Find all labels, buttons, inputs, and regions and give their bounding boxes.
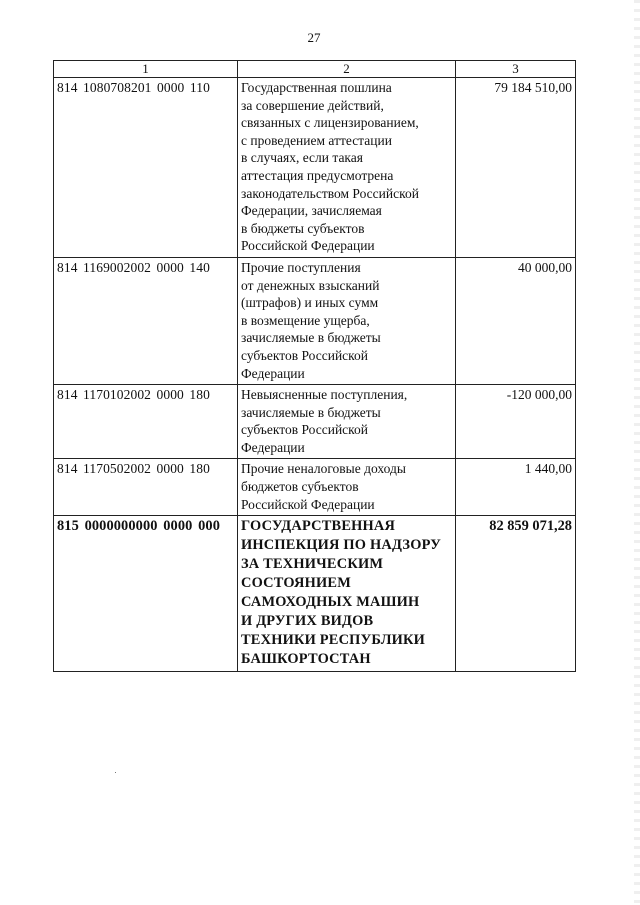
revenue-name-cell: Государственная пошлина за совершение действий, связанных с лицензированием, с проведением аттестации в случаях, если такая аттестация предусмотрена законодательством Российской Федерации, зачисляемая в бюджеты субъектов Российской Федерации <box>238 78 456 258</box>
revenue-amount-cell: 1 440,00 <box>456 459 576 516</box>
revenue-amount-cell: 82 859 071,28 <box>456 516 576 672</box>
table-row <box>54 257 576 384</box>
table-header-row <box>54 61 576 78</box>
revenue-name-cell: Прочие неналоговые доходы бюджетов субъектов Российской Федерации <box>238 459 456 516</box>
revenue-code-cell: 814 1080708201 0000 110 <box>54 78 238 258</box>
column-header-2: 2 <box>238 61 456 78</box>
table-row-total <box>54 516 576 672</box>
revenue-code-cell: 814 1170102002 0000 180 <box>54 385 238 459</box>
page-number: 27 <box>307 30 321 45</box>
revenue-name-cell: Прочие поступления от денежных взысканий (штрафов) и иных сумм в возмещение ущерба, зачисляемые в бюджеты субъектов Российской Федерации <box>238 257 456 384</box>
revenue-name-cell: Невыясненные поступления, зачисляемые в бюджеты субъектов Российской Федерации <box>238 385 456 459</box>
column-header-1: 1 <box>54 61 238 78</box>
budget-revenue-table <box>53 60 576 672</box>
table-row <box>54 459 576 516</box>
table-row <box>54 385 576 459</box>
revenue-code-cell: 814 1170502002 0000 180 <box>54 459 238 516</box>
column-header-3: 3 <box>456 61 576 78</box>
scan-speck <box>115 772 116 773</box>
revenue-amount-cell: 40 000,00 <box>456 257 576 384</box>
revenue-code-cell: 815 0000000000 0000 000 <box>54 516 238 672</box>
revenue-code-cell: 814 1169002002 0000 140 <box>54 257 238 384</box>
revenue-name-cell: ГОСУДАРСТВЕННАЯ ИНСПЕКЦИЯ ПО НАДЗОРУ ЗА ТЕХНИЧЕСКИМ СОСТОЯНИЕМ САМОХОДНЫХ МАШИН И ДРУГИХ ВИДОВ ТЕХНИКИ РЕСПУБЛИКИ БАШКОРТОСТАН <box>238 516 456 672</box>
scan-edge-artifact <box>634 0 640 905</box>
table-row <box>54 78 576 258</box>
revenue-amount-cell: -120 000,00 <box>456 385 576 459</box>
revenue-amount-cell: 79 184 510,00 <box>456 78 576 258</box>
